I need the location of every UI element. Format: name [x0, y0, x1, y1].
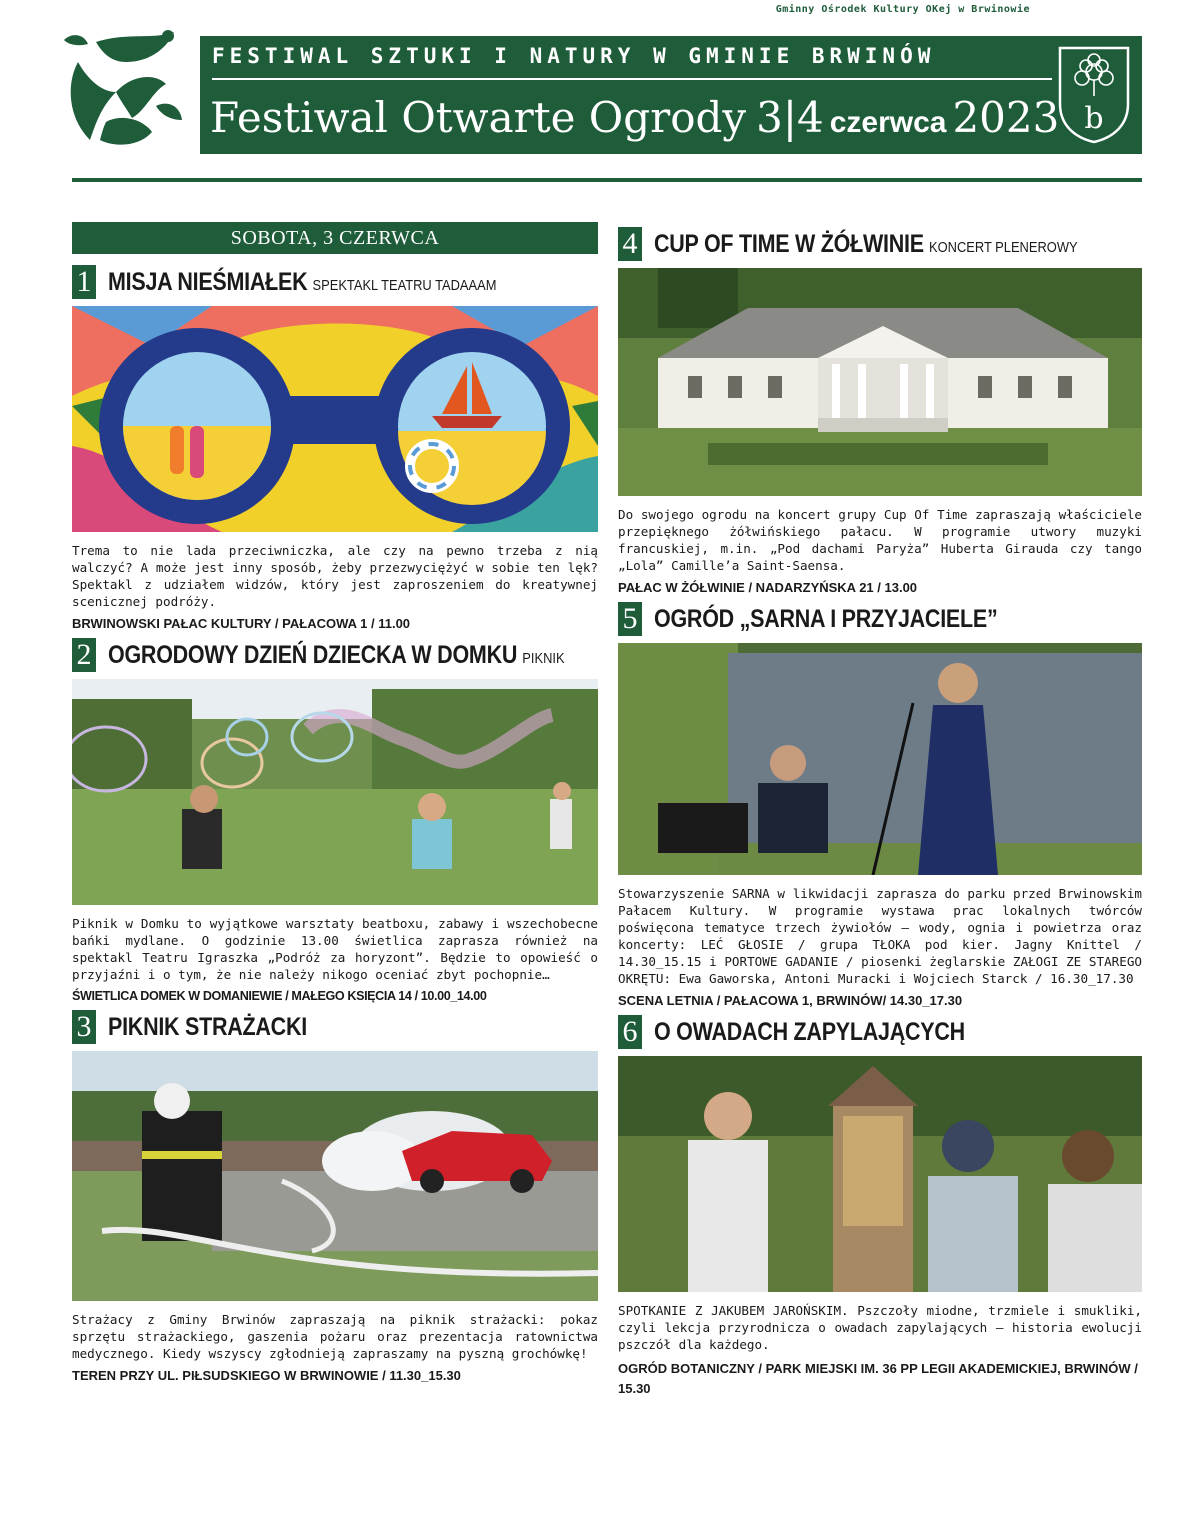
event-location: BRWINOWSKI PAŁAC KULTURY / PAŁACOWA 1 / 11.00 [72, 616, 411, 631]
event-number: 2 [72, 638, 96, 672]
festival-line: FESTIWAL SZTUKI I NATURY W GMINIE BRWINÓW [212, 44, 936, 68]
event-number: 5 [618, 602, 642, 636]
event-3 [72, 1009, 598, 1383]
concert-photo [618, 643, 1142, 875]
crest-letter: b [1084, 101, 1104, 136]
event-2 [72, 637, 598, 1003]
right-column [618, 226, 1142, 1405]
festival-dates: 3|4 [756, 93, 824, 142]
event-6 [618, 1014, 1142, 1399]
event-1 [72, 264, 598, 631]
event-title [108, 268, 497, 297]
brwinow-crest-icon [1056, 44, 1132, 144]
event-subtitle: KONCERT PLENEROWY [928, 238, 1078, 256]
event-description: Strażacy z Gminy Brwinów zapraszają na piknik strażacki: pokaz sprzętu strażackiego, gaszenia pożaru oraz prezentacja ratownictwa medycznego. Kiedy wszyscy zgłodnieją zapraszamy na pyszną grochówkę! [72, 1312, 598, 1361]
event-header [618, 601, 1142, 637]
event-header [72, 264, 598, 300]
publisher-name: Gminny Ośrodek Kultury OKej w Brwinowie [775, 4, 1030, 15]
event-description: Stowarzyszenie SARNA w likwidacji zaprasza do parku przed Brwinowskim Pałacem Kultury. W programie wystawa prac lokalnych twórców poświęcona tematyce trzech żywiołów – wody, ognia i powietrza oraz koncerty: LEĆ GŁOSIE / grupa TŁOKA pod kier. Jagny Knittel / 14.30_15.15 i PORTOWE GADANIE / piosenki żeglarskie ZAŁOGI ZE STAREGO OKRĘTU: Ewa Gaworska, Antoni Muracki i Wojciech Starck / 16.30_17.30 [618, 886, 1142, 986]
event-title-text: PIKNIK STRAŻACKI [108, 1012, 307, 1041]
event-header [618, 1014, 1142, 1050]
event-header [618, 226, 1142, 262]
event-title-text: CUP OF TIME W ŻÓŁWINIE [654, 229, 924, 258]
festival-leaf-logo [56, 22, 192, 158]
event-number: 6 [618, 1015, 642, 1049]
event-description: Trema to nie lada przeciwniczka, ale czy na pewno trzeba z nią walczyć? A może jest inny sposób, żeby przezwyciężyć w sobie ten lęk? Spektakl z udziałem widzów, który jest zaproszeniem do kreatywnej scenicznej podróży. [72, 543, 598, 609]
event-number: 4 [618, 227, 642, 261]
event-header [72, 637, 598, 673]
event-header [72, 1009, 598, 1045]
event-location: TEREN PRZY UL. PIŁSUDSKIEGO W BRWINOWIE / 11.30_15.30 [72, 1368, 461, 1383]
event-location: ŚWIETLICA DOMEK W DOMANIEWIE / MAŁEGO KSIĘCIA 14 / 10.00_14.00 [72, 989, 487, 1003]
left-column [72, 222, 598, 1389]
day-label: SOBOTA, 3 CZERWCA [72, 222, 598, 254]
event-title [108, 641, 565, 670]
festival-name: Festiwal Otwarte Ogrody [210, 93, 747, 142]
event-title [654, 1018, 970, 1047]
event-title [108, 1013, 312, 1042]
event-title-text: OGRODOWY DZIEŃ DZIECKA W DOMKU [108, 640, 518, 669]
fire-brigade-photo [72, 1051, 598, 1301]
insect-hotel-photo [618, 1056, 1142, 1292]
event-title-text: MISJA NIEŚMIAŁEK [108, 267, 308, 296]
festival-year: 2023 [952, 93, 1060, 142]
header-rule [72, 178, 1142, 182]
event-subtitle: PIKNIK [522, 649, 565, 667]
event-4 [618, 226, 1142, 595]
event-location: PAŁAC W ŻÓŁWINIE / NADARZYŃSKA 21 / 13.00 [618, 580, 918, 595]
event-description: Piknik w Domku to wyjątkowe warsztaty beatboxu, zabawy i wszechobecne bańki mydlane. O godzinie 13.00 świetlica zaprasza również na spektakl Teatru Igraszka „Podróż za horyzont”. Będzie to opowieść o przyjaźni i o tym, że nie należy nikogo oceniać zbyt pochopnie… [72, 916, 598, 982]
banner-divider [212, 78, 1052, 80]
event-location: SCENA LETNIA / PAŁACOWA 1, BRWINÓW/ 14.30_17.30 [618, 993, 963, 1008]
event-title [654, 230, 1078, 259]
festival-banner [200, 36, 1142, 154]
event-title-text: O OWADACH ZAPYLAJĄCYCH [654, 1017, 965, 1046]
event-5 [618, 601, 1142, 1008]
binoculars-illustration [72, 306, 598, 532]
event-number: 3 [72, 1010, 96, 1044]
event-title [654, 605, 1003, 634]
festival-month: czerwca [829, 106, 947, 139]
soap-bubbles-photo [72, 679, 598, 905]
festival-title [210, 88, 1060, 153]
event-description: SPOTKANIE Z JAKUBEM JAROŃSKIM. Pszczoły miodne, trzmiele i smukliki, czyli lekcja przyrodnicza o owadach zapylających – historia ewolucji pszczół dla każdego. [618, 1303, 1142, 1352]
event-number: 1 [72, 265, 96, 299]
event-title-text: OGRÓD „SARNA I PRZYJACIELE” [654, 604, 998, 633]
event-location: OGRÓD BOTANICZNY / PARK MIEJSKI IM. 36 PP LEGII AKADEMICKIEJ, BRWINÓW / 15.30 [618, 1361, 1138, 1396]
palace-photo [618, 268, 1142, 496]
event-subtitle: SPEKTAKL TEATRU TADAAAM [312, 276, 497, 294]
event-description: Do swojego ogrodu na koncert grupy Cup Of Time zapraszają właściciele przepięknego żółwińskiego pałacu. W programie utwory muzyki francuskiej, m.in. „Pod dachami Paryża” Huberta Girauda czy tango „Lola” Camille’a Saint-Saensa. [618, 507, 1142, 573]
